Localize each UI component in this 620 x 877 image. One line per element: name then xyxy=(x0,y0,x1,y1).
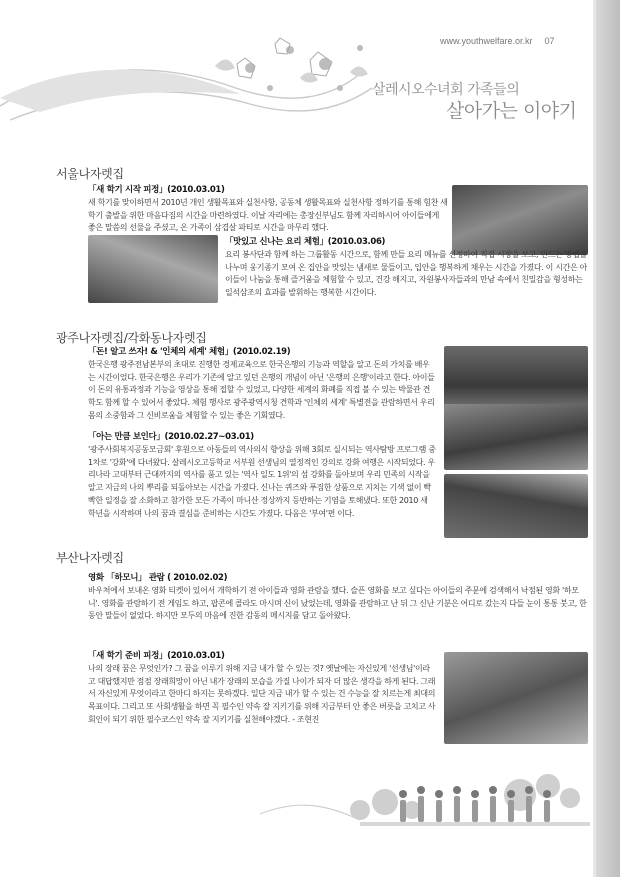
article-heading: 「아는 만큼 보인다」(2010.02.27~03.01) xyxy=(88,432,254,442)
article-seoul-retreat xyxy=(88,184,448,235)
article-seoul-cooking xyxy=(225,236,591,300)
page-title: 살아가는 이야기 xyxy=(446,100,577,122)
section-title-busan: 부산나자렛집 xyxy=(56,551,124,565)
section-title-seoul: 서울나자렛집 xyxy=(56,167,124,181)
article-heading: 「새 학기 시작 피정」(2010.03.01) xyxy=(88,185,225,195)
photo-history-trip xyxy=(444,474,588,538)
photo-children-smiling xyxy=(444,404,588,470)
article-gwangju-history xyxy=(88,431,436,521)
article-busan-retreat xyxy=(88,650,436,727)
title-subtitle: 살레시오수녀회 가족들의 xyxy=(372,82,520,98)
page-number: 07 xyxy=(544,36,555,46)
article-body: 새 학기를 맞이하면서 2010년 개인 생활목표와 실천사항, 공동체 생활목표와 실천사항 정하기를 통해 힘찬 새 학기 출발을 위한 마음다짐의 시간을 마련하였다. 이날 자리에는 총장신부님도 함께 자리하시어 아이들에게 좋은 말씀의 선물을 주셨고, 온 가족이 삼겹살 파티로 시간을 마무리 했다. xyxy=(88,197,448,233)
footer-ornament xyxy=(0,740,600,850)
article-author: - 조현진 xyxy=(290,714,320,724)
section-title-gwangju: 광주나자렛집/각화동나자렛집 xyxy=(56,331,207,345)
photo-retreat-kneeling xyxy=(444,652,588,744)
photo-cooking-class xyxy=(88,235,218,303)
article-heading: 「맛있고 신나는 요리 체험」(2010.03.06) xyxy=(225,237,386,247)
article-body: '광주사회복지공동모금회' 후원으로 아동들의 역사의식 향상을 위해 3회로 실시되는 역사탐방 프로그램 중 1차로 '강화'에 다녀왔다. 살레시오고등학교 서부원 선생님의 열정적인 강의로 강화 여행은 시작되었다. 우리나라 고대부터 근대까지의 역사를 품고 있는 '역사 일도 1위'의 섬 강화를 돌아보며 우리 민족의 시작을 알고 지금의 나의 뿌리를 되돌아보는 시간을 가졌다. 신나는 퀴즈와 푸짐한 상품으로 지치는 기색 없이 빡빡한 일정을 잘 소화하고 참가한 모든 가족이 마니산 정상까지 등반하는 기염을 토해냈다. 또한 2010 새 학년을 시작하며 나의 꿈과 결심을 준비하는 시간도 가졌다. 다음은 '부여'편 이다. xyxy=(88,444,436,518)
photo-economy-group xyxy=(444,346,588,412)
article-heading: 「돈! 알고 쓰자! & '인체의 세계' 체험」(2010.02.19) xyxy=(88,347,291,357)
article-body: 요리 봉사단과 함께 하는 그룹활동 시간으로, 함께 만들 요리 메뉴를 선정하여 직접 시장을 보고, 만드는 방법을 나누며 웅기종기 모여 온 집안을 맛있는 냄새로 물들이고, 입안을 행복하게 채우는 시간을 가졌다. 이 시간은 아이들이 나눔을 통해 즐거움을 체험할 수 있고, 건강 해지고, 자원봉사자들과의 만남 속에서 친밀감을 형성하는 일석삼조의 효과를 발휘하는 행복한 시간이다. xyxy=(225,249,587,298)
header-url xyxy=(440,36,555,46)
article-heading: 영화 「하모니」 관람 ( 2010.02.02) xyxy=(88,573,228,583)
article-body: 나의 장래 꿈은 무엇인가? 그 꿈을 이루기 위해 지금 내가 할 수 있는 것? 옛날에는 자신있게 '선생님'이라고 대답했지만 점점 장래희망이 아닌 내가 장래의 모습을 가질 나이가 되자 더 많은 생각을 하게 된다. 그래서 자신있게 무엇이라고 한마디 하지는 못하겠다. 일단 지금 내가 할 수 있는 건 수능을 잘 치르는게 최대의 목표이다. 그리고 또 사회생활을 하면 꼭 필수인 약속 잘 지키기를 위해 지금부터 안 좋은 버릇을 고치고 사회인이 되기 위한 필수코스인 약속 잘 지키기를 실천해야겠다. xyxy=(88,663,436,724)
article-busan-movie xyxy=(88,572,588,623)
article-body: 바우처에서 보내온 영화 티켓이 있어서 개학하기 전 아이들과 영화 관람을 했다. 슬픈 영화를 보고 싶다는 아이들의 주문에 검색해서 낙점된 영화 '하모니'. 영화를 관람하기 전 게임도 하고, 팝콘에 콜라도 마시며 신이 났었는데, 영화를 관람하고 난 뒤 그 신난 기분은 어디로 갔는지 다들 눈이 통통 붓고, 한동안 말들이 없었다. 하지만 모두의 마음에 진한 감동의 메시지를 담고 돌아왔다. xyxy=(88,585,587,621)
article-gwangju-economy xyxy=(88,346,436,423)
article-heading: 「새 학기 준비 피정」(2010.03.01) xyxy=(88,651,225,661)
website-url: www.youthwelfare.or.kr xyxy=(440,36,533,46)
article-body: 한국은행 광주전남본부의 초대로 진행한 경제교육으로 한국은행의 기능과 역할을 알고 돈의 가치를 배우는 시간이었다. 한국은행은 우리가 기존에 알고 있던 은행의 개념이 아닌 '은행의 은행'이라고 한다. 아이들이 돈의 유통과정과 기능을 영상을 통해 접할 수 있었고, 다양한 세계의 화폐를 직접 볼 수 있는 박물관 견학도 함께 할 수 있어서 좋았다. 체험 행사로 광주광역시청 견학과 '인체의 세계' 특별전을 관람하면서 우리 몸의 소중함과 그 신비로움을 체험할 수 있는 좋은 기회였다. xyxy=(88,359,435,420)
